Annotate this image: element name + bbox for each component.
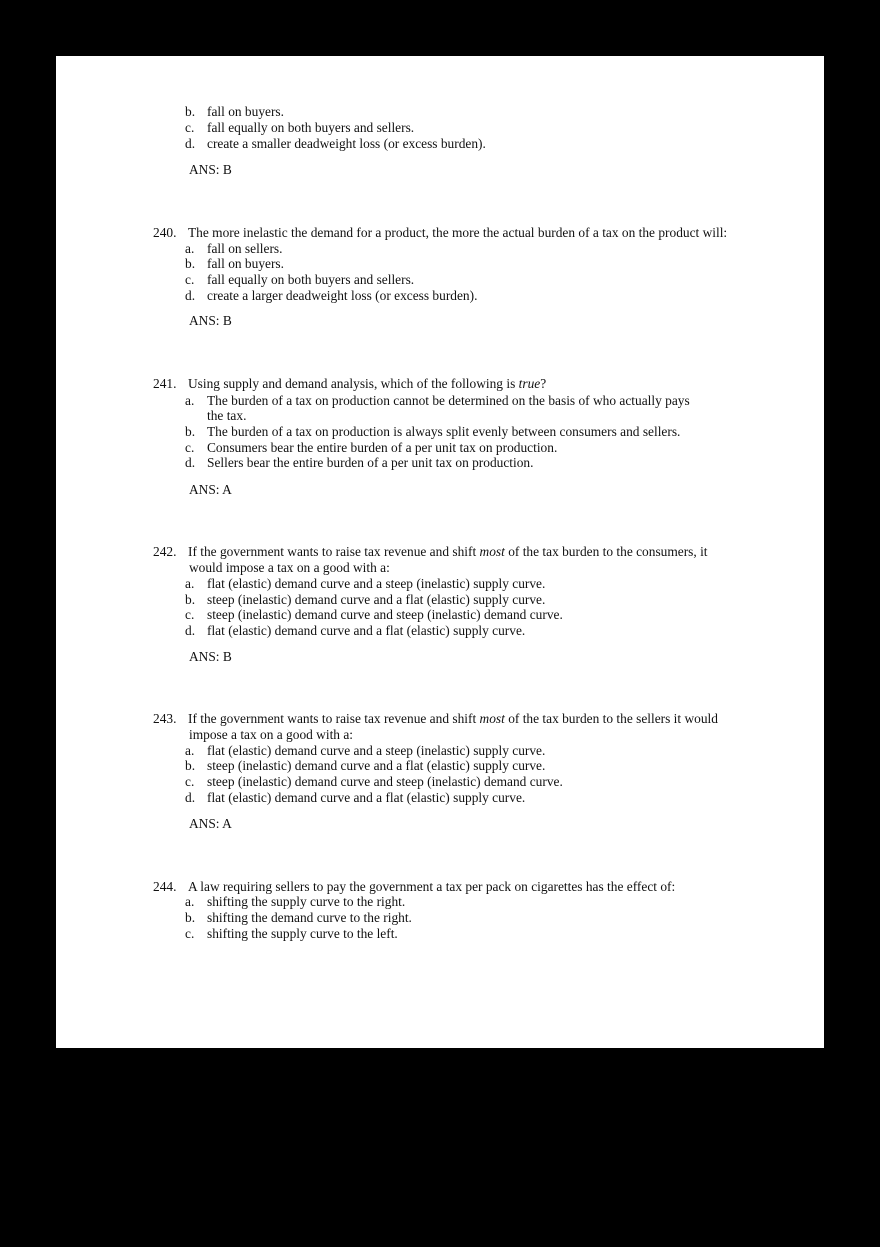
- document-page: b. fall on buyers. c. fall equally on both buyers and sellers. d. create a smaller deadweight loss (or excess burden). ANS: B 240. The more inelastic the demand for a product, the more the actual burden of a tax on the product will: a. fall on sellers. b. fall on buyers. c. fall equally on both buyers and sellers. d. create a larger deadweight loss (or excess burden). ANS: B 241. Using supply and demand analysis, which of the following is true? a. The burden of a tax on production cannot be determined on the basis of who actually pays the tax. b. The burden of a tax on production is always split evenly between consumers and sellers. c. Consumers bear the entire burden of a per unit tax on production. d. Sellers bear the entire burden of a per unit tax on production. ANS: A 242. If the government wants to raise tax revenue and shift most of the tax burden to the consumers, it would impose a tax on a good with a: a. flat (elastic) demand curve and a steep (inelastic) supply curve. b. steep (inelastic) demand curve and a flat (elastic) supply curve. c. steep (inelastic) demand curve and steep (inelastic) demand curve. d. flat (elastic) demand curve and a flat (elastic) supply curve. ANS: B 243. If the government wants to raise tax revenue and shift most of the tax burden to the sellers it would impose a tax on a good with a: a. flat (elastic) demand curve and a steep (inelastic) supply curve. b. steep (inelastic) demand curve and a flat (elastic) supply curve. c. steep (inelastic) demand curve and steep (inelastic) demand curve. d. flat (elastic) demand curve and a flat (elastic) supply curve. ANS: A 244. A law requiring sellers to pay the government a tax per pack on cigarettes has the effect of: a. shifting the supply curve to the right. b. shifting the demand curve to the right. c. shifting the supply curve to the left.: [56, 56, 824, 1048]
- question-number: 240.: [153, 225, 177, 240]
- question-number: 241.: [153, 376, 177, 391]
- question-number: 244.: [153, 879, 177, 894]
- question-number: 243.: [153, 711, 177, 726]
- question-number: 242.: [153, 544, 177, 559]
